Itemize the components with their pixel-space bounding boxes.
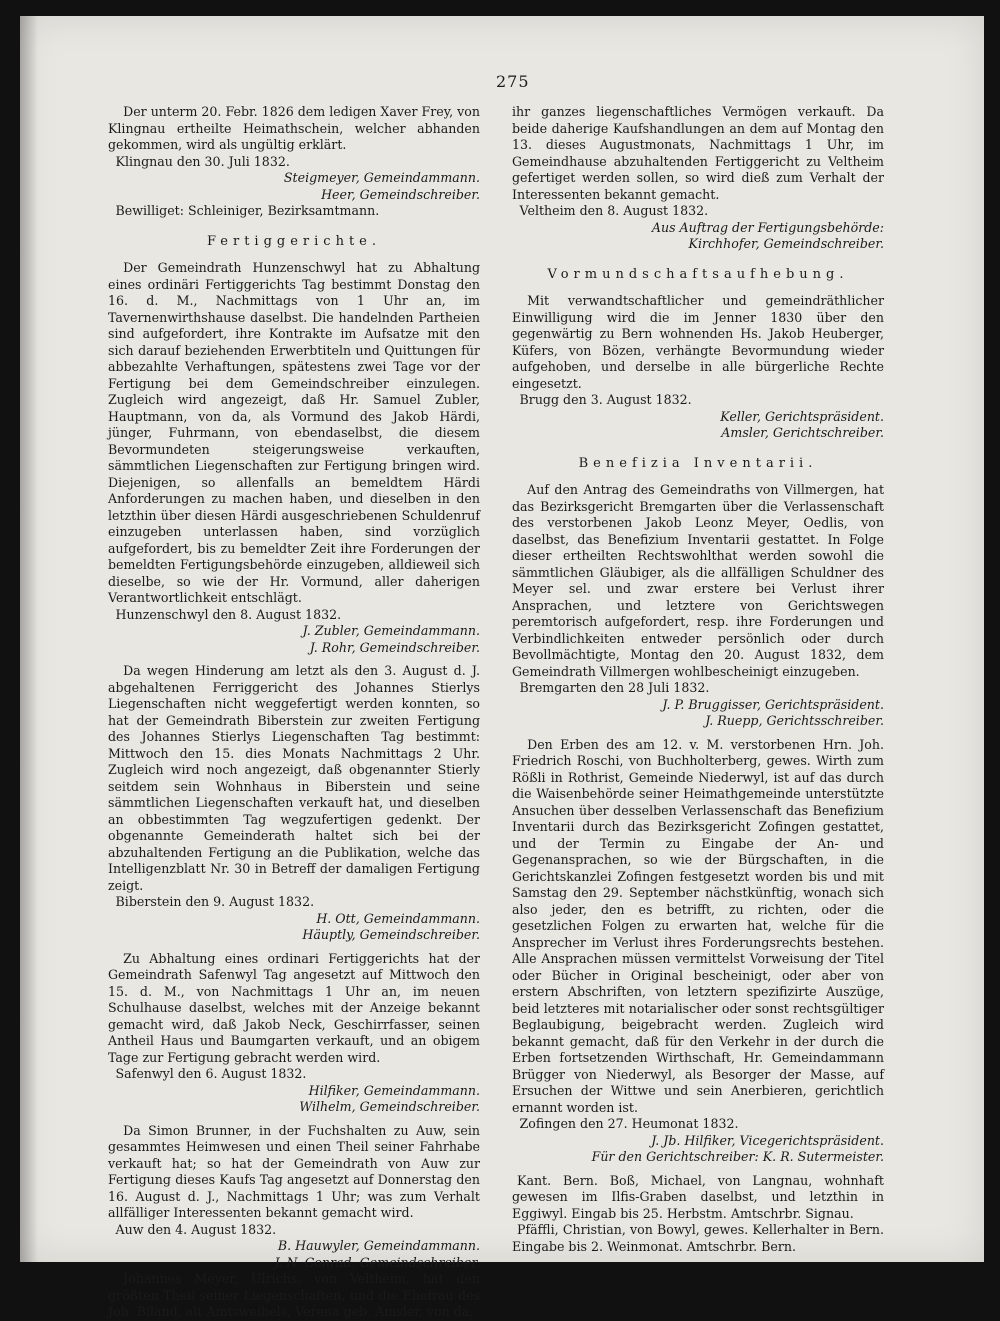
- newspaper-page: [20, 16, 984, 1319]
- notice-biberstein: Da wegen Hinderung am letzt als den 3. August d. J. abgehaltenen Ferriggericht des Johannes Stierlys Liegenschaften nicht weggefertigt werden konnten, so hat der Gemeindrath Biberstein zur zweiten Fertigung des Johannes Stierlys Liegenschaften Tag bestimmt: Mittwoch den 15. dies Monats Nachmittags 2 Uhr. Zugleich wird noch angezeigt, daß obgenannter Stierly seitdem sein Wohnhaus in Biberstein und seine sämmtlichen Liegenschaften verkauft hat, und dieselben an obbestimmten Tag wegzufertigen gedenkt. Der obgenannte Gemeinderath haltet sich bei der abzuhaltenden Fertigung an die Publikation, welche das Intelligenzblatt Nr. 30 in Betreff der damaligen Fertigung zeigt.: [108, 663, 480, 893]
- notice-place-date: Safenwyl den 6. August 1832.: [115, 1066, 307, 1081]
- notice-heuberger: Mit verwandtschaftlicher und gemeindräthlicher Einwilligung wird die im Jenner 1830 über den gegenwärtig zu Bern wohnenden Hs. Jakob Heuberger, Küfers, von Bözen, verhängte Bevormundung wieder aufgehoben, und derselbe in alle bürgerliche Rechte eingesetzt.: [512, 293, 884, 391]
- signature: J. P. Bruggisser, Gerichtspräsident.: [662, 696, 884, 712]
- signature: J. N. Conrad, Gemeindschreiber.: [274, 1254, 480, 1270]
- notice-kant-bern-boss: Kant. Bern. Boß, Michael, von Langnau, wohnhaft gewesen im Ilfis-Graben daselbst, und letzthin in Eggiwyl. Eingab bis 25. Herbstm. Amtschrbr. Signau.: [512, 1172, 884, 1221]
- signature: Wilhelm, Gemeindschreiber.: [299, 1099, 480, 1114]
- notice-villmergen: Auf den Antrag des Gemeindraths von Villmergen, hat das Bezirksgericht Bremgarten über die Verlassenschaft des verstorbenen Jakob Leonz Meyer, Oedlis, von daselbst, das Benefizium Inventarii gestattet. In Folge dieser ertheilten Rechtswohlthat werden sowohl die sämmtlichen Gläubiger, als die allfälligen Schuldner des Meyer sel. und zwar erstere bei Verlust ihrer Ansprachen, und letztere von Gerichtswegen peremtorisch aufgefordert, resp. ihre Forderungen und Verbindlichkeiten entweder persönlich oder durch Bevollmächtigte, Montag den 20. August 1832, dem Gemeindrath Villmergen wohlbescheinigt einzugeben.: [512, 482, 884, 679]
- notice-roschi: Den Erben des am 12. v. M. verstorbenen Hrn. Joh. Friedrich Roschi, von Buchholterberg, gewes. Wirth zum Rößli in Rothrist, Gemeinde Niederwyl, ist auf das durch die Waisenbehörde seiner Heimathgemeinde unterstützte Ansuchen über desselben Verlassenschaft das Benefizium Inventarii durch das Bezirksgericht Zofingen gestattet, und der Termin zu Eingabe der An- und Gegenansprachen, so wie der Bürgschaften, in die Gerichtskanzlei Zofingen festgesetzt worden bis und mit Samstag den 29. September nächstkünftig, wonach sich also jeder, den es betrifft, zu richten, oder die gesetzlichen Folgen zu erwarten hat, welche für die Ansprecher im Verlust ihres Forderungsrechts bestehen. Alle Ansprachen müssen vermittelst Vorweisung der Titel oder Bücher in Original bescheinigt, oder aber von erstern Abschriften, von letztern spezifizirte Auszüge, beid letzteres mit notarialischer oder sonst rechtsgültiger Beglaubigung, beigebracht werden. Zugleich wird bekannt gemacht, daß für den Verkehr in der durch die Erben fortsetzenden Wirthschaft, Hr. Gemeindammann Brügger von Niederwyl, als Besorger der Masse, auf Ersuchen der Wittwe und sein Anerbieren, gerichtlich ernannt worden ist.: [512, 736, 884, 1115]
- notice-veltheim-continued: ihr ganzes liegenschaftliches Vermögen verkauft. Da beide daherige Kaufshandlungen an dem auf Montag den 13. dieses Augustmonats, Nachmittags 1 Uhr, im Gemeindhause abzuhaltenden Fertiggericht zu Veltheim gefertiget werden sollen, so wird dieß zum Verhalt der Interessenten bekannt gemacht.: [512, 104, 884, 202]
- section-heading-fertiggerichte: Fertiggerichte.: [206, 233, 381, 249]
- signature: Häuptly, Gemeindschreiber.: [302, 927, 480, 942]
- signature: J. Ruepp, Gerichtsschreiber.: [705, 713, 884, 728]
- notice-place-date: Bremgarten den 28 Juli 1832.: [519, 680, 710, 695]
- signature: Amsler, Gerichtschreiber.: [721, 425, 884, 440]
- signature: Kirchhofer, Gemeindschreiber.: [688, 236, 884, 251]
- signature: Aus Auftrag der Fertigungsbehörde:: [651, 219, 884, 235]
- notice-place-date: Hunzenschwyl den 8. August 1832.: [115, 606, 342, 622]
- notice-place-date: Auw den 4. August 1832.: [115, 1221, 277, 1237]
- notice-place-date: Brugg den 3. August 1832.: [519, 392, 692, 407]
- notice-place-date: Biberstein den 9. August 1832.: [115, 894, 315, 909]
- signature: B. Hauwyler, Gemeindammann.: [277, 1238, 480, 1253]
- notice-place-date: Veltheim den 8. August 1832.: [519, 203, 709, 218]
- signature: Keller, Gerichtspräsident.: [720, 408, 884, 424]
- signature: H. Ott, Gemeindammann.: [316, 910, 480, 926]
- notice-safenwyl: Zu Abhaltung eines ordinari Fertiggerichts hat der Gemeindrath Safenwyl Tag angesetzt auf Mittwoch den 15. d. M., von Nachmittags 1 Uhr an, im neuen Schulhause daselbst, welches mit der Anzeige bekannt gemacht wird, daß Jakob Neck, Geschirrfasser, seinen Antheil Haus und Baumgarten verkauft, und an obigem Tage zur Fertigung gebracht werden wird.: [108, 950, 480, 1065]
- signature: J. Jb. Hilfiker, Vicegerichtspräsident.: [651, 1132, 884, 1148]
- notice-heimathschein: Der unterm 20. Febr. 1826 dem ledigen Xaver Frey, von Klingnau ertheilte Heimathschein, welcher abhanden gekommen, wird als ungültig erklärt.: [108, 104, 480, 152]
- notice-place-date: Klingnau den 30. Juli 1832.: [115, 153, 290, 169]
- notice-auw: Da Simon Brunner, in der Fuchshalten zu Auw, sein gesammtes Heimwesen und einen Theil seiner Fahrhabe verkauft hat; so hat der Gemeindrath von Auw zur Fertigung dieses Kaufs Tag angesetzt auf Donnerstag den 16. August d. J., Nachmittags 1 Uhr; was zum Verhalt allfälliger Interessenten bekannt gemacht wird.: [108, 1122, 480, 1220]
- signature: Hilfiker, Gemeindammann.: [308, 1082, 480, 1098]
- signature: Für den Gerichtschreiber: K. R. Sutermeister.: [591, 1149, 884, 1164]
- right-column: [512, 104, 884, 1255]
- notice-pfaeffli: Pfäffli, Christian, von Bowyl, gewes. Kellerhalter in Bern. Eingabe bis 2. Weinmonat. Amtschrbr. Bern.: [512, 1222, 884, 1254]
- signature: Heer, Gemeindschreiber.: [321, 186, 480, 202]
- signature: Steigmeyer, Gemeindammann.: [283, 170, 480, 185]
- page-number: 275: [496, 72, 530, 91]
- notice-hunzenschwyl: Der Gemeindrath Hunzenschwyl hat zu Abhaltung eines ordinäri Fertiggerichts Tag bestimmt Donstag den 16. d. M., Nachmittags von 1 Uhr an, im Tavernenwirthshause daselbst. Die handelnden Partheien sind aufgefordert, ihre Kontrakte im Aufsatze mit den sich darauf beziehenden Erwerbtiteln und Quittungen für abbezahlte Verhaftungen, spätestens zwei Tage vor der Fertigung bei dem Gemeindschreiber einzulegen. Zugleich wird angezeigt, daß Hr. Samuel Zubler, Hauptmann, von da, als Vormund des Jakob Härdi, jünger, Fuhrmann, von ebendaselbst, die diesem Bevormundeten steigerungsweise verkauften, sämmtlichen Liegenschaften zur Fertigung bringen wird. Diejenigen, so allenfalls an bemeldtem Härdi Anforderungen zu machen haben, und dieselben in den letzthin über diesen Härdi ausgeschriebenen Schuldenruf einzugeben unterlassen haben, sind vorzüglich aufgefordert, bis zu bemeldter Zeit ihre Forderungen der bemeldten Fertigungsbehörde einzugeben, alldieweil sich dieselbe, so wie der Hr. Vormund, aller daherigen Verantwortlichkeit entschlägt.: [108, 260, 480, 605]
- left-column: [108, 104, 480, 1321]
- section-heading-vormundschaftsaufhebung: Vormundschaftsaufhebung.: [547, 266, 849, 282]
- section-heading-benefizia-inventarii: Benefizia Inventarii.: [578, 455, 818, 471]
- signature: J. Zubler, Gemeindammann.: [302, 623, 480, 638]
- notice-veltheim-start: Johannes Meyer, Ulrichs, von Veltheim, hat den größten Theil seiner Liegenschaften, und die Ehefrau des Joh. Biland, alt Amtsweibels, Verena geb. Amsler, von da,: [108, 1271, 480, 1319]
- approval-line: Bewilliget: Schleiniger, Bezirksamtmann.: [115, 203, 380, 218]
- signature: J. Rohr, Gemeindschreiber.: [309, 639, 480, 655]
- notice-place-date: Zofingen den 27. Heumonat 1832.: [519, 1116, 739, 1131]
